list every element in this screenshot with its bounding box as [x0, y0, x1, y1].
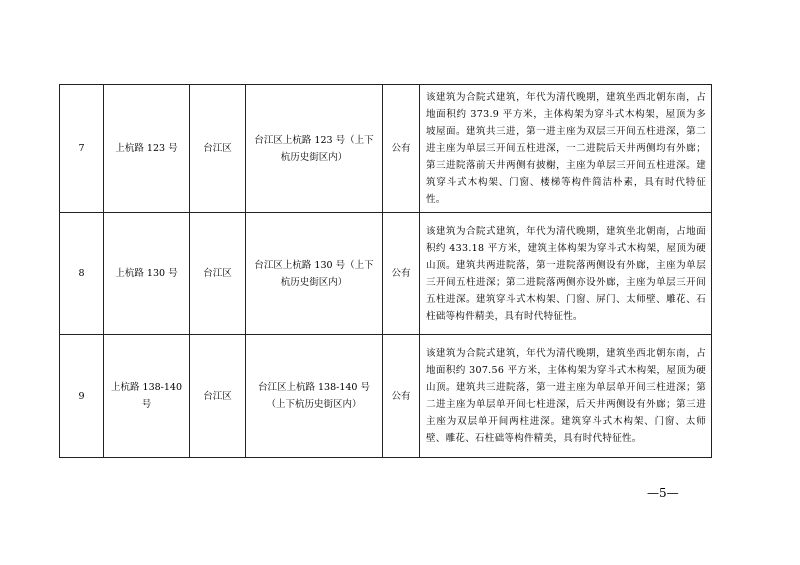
row-number: 9 [60, 335, 104, 458]
address: 台江区上杭路 130 号（上下杭历史街区内） [254, 259, 374, 288]
building-name: 上杭路 123 号 [115, 143, 178, 154]
row-number: 8 [60, 213, 104, 335]
district: 台江区 [190, 213, 246, 335]
district: 台江区 [190, 335, 246, 458]
ownership: 公有 [383, 85, 420, 213]
ownership: 公有 [383, 335, 420, 458]
description: 该建筑为合院式建筑，年代为清代晚期，建筑坐北朝南，占地面积约 433.18 平方米，建筑主体构架为穿斗式木构架，屋顶为硬山顶。建筑共两进院落，第一进院落两侧设有外廊，主座为单层三开间五柱进深；第二进院落两侧亦设外廊，主座为单层三开间五柱进深。建筑穿斗式木构架、门窗、屏门、太师壁、雕花、石柱础等构件精美，具有时代特征性。 [426, 225, 706, 322]
building-name: 上杭路 130 号 [115, 268, 178, 279]
description: 该建筑为合院式建筑，年代为清代晚期，建筑坐西北朝东南，占地面积约 373.9 平方米，主体构架为穿斗式木构架，屋顶为多坡屋面。建筑共三进，第一进主座为双层三开间五柱进深，第二进主座为单层三开间五柱进深，一二进院后天井两侧均有外廊；第三进院落前天井两侧有披榭，主座为单层三开间五柱进深。建筑穿斗式木构架、门窗、楼梯等构件简洁朴素，具有时代特征性。 [426, 92, 706, 205]
ownership: 公有 [383, 213, 420, 335]
heritage-records-table [59, 84, 712, 458]
building-name: 上杭路 138-140 号 [111, 382, 182, 410]
address: 台江区上杭路 123 号（上下杭历史街区内） [254, 134, 374, 163]
row-number: 7 [60, 85, 104, 213]
table-row [60, 213, 712, 335]
district: 台江区 [190, 85, 246, 213]
address: 台江区上杭路 138-140 号（上下杭历史街区内） [257, 382, 370, 410]
page-number: —5— [647, 486, 679, 500]
description: 该建筑为合院式建筑，年代为清代晚期，建筑坐西北朝东南，占地面积约 307.56 平方米，主体构架为穿斗式木构架，屋顶为硬山顶。建筑共三进院落，第一进主座为单层单开间三柱进深；第二进主座为单层单开间七柱进深，后天井两侧设有外廊；第三进主座为双层单开间两柱进深。建筑穿斗式木构架、门窗、太师壁、雕花、石柱础等构件精美，具有时代特征性。 [426, 348, 706, 444]
table-row [60, 85, 712, 213]
table-row [60, 335, 712, 458]
